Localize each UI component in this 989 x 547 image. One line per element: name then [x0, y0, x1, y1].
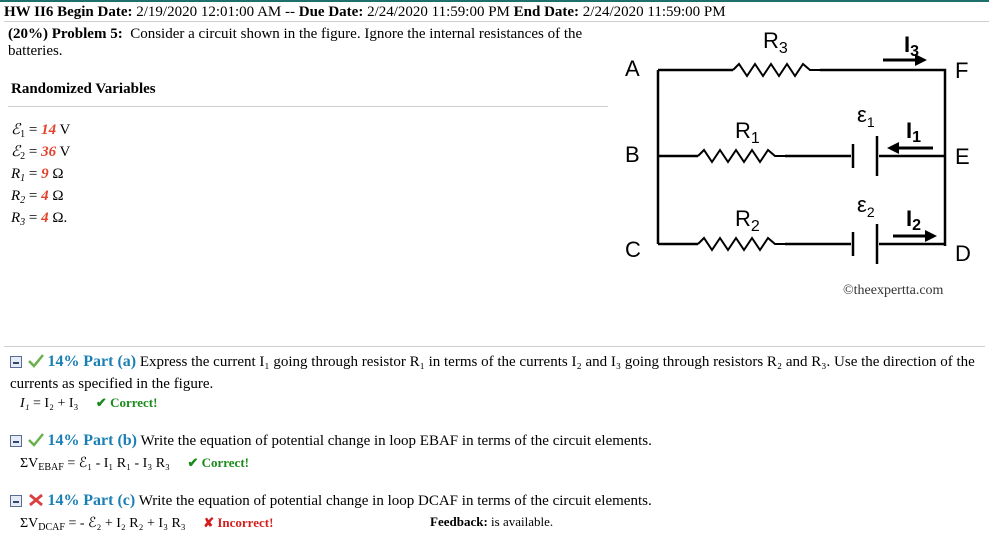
part-c-label[interactable]: Part (c) [83, 492, 136, 509]
variable-equals: = [25, 188, 42, 204]
problem-statement [8, 26, 608, 60]
variable-equals: = [25, 210, 42, 226]
variable-row [11, 119, 70, 141]
variable-value: 4 [41, 188, 49, 204]
part-b-answer [20, 455, 249, 472]
begin-date-value: 2/19/2020 12:01:00 AM [136, 4, 282, 20]
resistor-label-r3: $R_3$ [763, 28, 788, 57]
answer-lhs: ΣV [20, 516, 39, 531]
due-date-value: 2/24/2020 11:59:00 PM [367, 4, 510, 20]
correct-badge: ✔ Correct! [187, 455, 249, 470]
current-label-i3: I3 [904, 32, 920, 60]
resistor-label-r1: $R_1$ [735, 118, 760, 147]
part-b-icons [10, 433, 44, 453]
arrow-i1 [887, 142, 933, 154]
variable-row [11, 185, 70, 207]
variable-symbol: R [11, 166, 21, 182]
assignment-header [4, 2, 989, 22]
variable-equals: = [25, 122, 42, 138]
variable-unit: V [56, 122, 71, 138]
part-a-answer [20, 395, 157, 412]
current-label-i2: I2 [906, 206, 922, 234]
incorrect-badge: ✘ Incorrect! [203, 515, 274, 530]
resistor-r2 [698, 238, 785, 250]
cross-icon [28, 493, 44, 507]
variable-row [11, 163, 70, 185]
part-a-question: Express the current I₁ going through resistor R₁ in terms of the currents I₂ and I₃ going through resistors R₂ and R₃. Use the direction of the currents as specified in the figure. [10, 354, 975, 392]
variable-subscript: 2 [20, 195, 26, 206]
part-c-icons [10, 493, 44, 513]
part-b [10, 431, 985, 453]
part-c [10, 491, 985, 513]
variable-symbol: R [11, 210, 21, 226]
current-label-i1: I1 [906, 118, 922, 146]
header-separator: -- [285, 4, 295, 20]
answer-rhs: = I₂ + I₃ [33, 396, 79, 411]
variable-unit: Ω [48, 166, 64, 182]
part-c-percent: 14% [47, 492, 80, 509]
node-label-a: A [625, 56, 640, 81]
circuit-wires [658, 70, 945, 246]
emf-label-e1: $\varepsilon_1$ [857, 102, 875, 130]
variable-symbol: ℰ [11, 122, 21, 138]
variable-symbol: ℰ [11, 144, 21, 160]
end-date-value: 2/24/2020 11:59:00 PM [582, 4, 726, 20]
resistor-r3 [733, 64, 822, 76]
variable-unit: Ω. [48, 210, 68, 226]
due-date-label: Due Date: [298, 4, 364, 20]
resistor-label-r2: $R_2$ [735, 206, 760, 235]
node-label-e: E [955, 144, 970, 169]
divider [8, 106, 608, 107]
begin-date-label: Begin Date: [57, 4, 133, 20]
answer-lhs: ΣV [20, 456, 39, 471]
part-b-question: Write the equation of potential change in loop EBAF in terms of the circuit elements. [140, 433, 652, 449]
check-icon [28, 354, 44, 368]
variable-subscript: 1 [20, 173, 26, 184]
problem-weight: (20%) [8, 26, 48, 42]
variable-value: 36 [41, 144, 57, 160]
variable-unit: V [56, 144, 71, 160]
answer-lhs: I₁ [20, 396, 30, 411]
variable-equals: = [25, 144, 42, 160]
part-c-answer [20, 515, 273, 532]
variable-subscript: 2 [20, 151, 26, 162]
variable-row [11, 207, 70, 229]
feedback-notice[interactable] [430, 514, 553, 530]
problem-text: Consider a circuit shown in the figure. Ignore the internal resistances of the batteries. [8, 26, 583, 59]
part-a-percent: 14% [47, 353, 80, 370]
randomized-variables-title: Randomized Variables [11, 81, 156, 97]
divider [4, 346, 985, 347]
feedback-text: is available. [487, 514, 554, 529]
variable-value: 14 [41, 122, 57, 138]
problem-label: Problem 5: [51, 26, 123, 42]
collapse-icon[interactable] [10, 435, 22, 447]
copyright: ©theexpertta.com [843, 283, 944, 298]
check-icon [28, 433, 44, 447]
battery-e2 [853, 224, 877, 264]
node-label-f: F [955, 58, 969, 83]
emf-label-e2: $\varepsilon_2$ [857, 192, 875, 220]
hw-label: HW II6 [4, 4, 54, 20]
variable-subscript: 3 [20, 217, 26, 228]
variable-symbol: R [11, 188, 21, 204]
variable-equals: = [25, 166, 42, 182]
part-a [10, 352, 985, 394]
node-label-d: D [955, 241, 971, 266]
part-a-label[interactable]: Part (a) [83, 353, 137, 370]
part-b-percent: 14% [47, 432, 80, 449]
variable-value: 9 [41, 166, 49, 182]
collapse-icon[interactable] [10, 495, 22, 507]
answer-subscript: EBAF [38, 462, 64, 473]
node-label-b: B [625, 142, 640, 167]
part-a-icons [10, 354, 44, 374]
node-label-c: C [625, 237, 641, 262]
answer-rhs: = ℰ₁ - I₁ R₁ - I₃ R₃ [67, 456, 170, 471]
battery-e1 [853, 136, 877, 176]
variable-subscript: 1 [20, 129, 26, 140]
variable-row [11, 141, 70, 163]
circuit-figure [613, 26, 985, 276]
end-date-label: End Date: [513, 4, 580, 20]
part-c-question: Write the equation of potential change in loop DCAF in terms of the circuit elements. [138, 493, 652, 509]
feedback-label: Feedback: [430, 514, 488, 529]
part-b-label[interactable]: Part (b) [83, 432, 138, 449]
variable-value: 4 [41, 210, 49, 226]
variable-list [11, 119, 70, 229]
collapse-icon[interactable] [10, 356, 22, 368]
variable-unit: Ω [48, 188, 64, 204]
answer-subscript: DCAF [38, 522, 65, 533]
answer-rhs: = - ℰ₂ + I₂ R₂ + I₃ R₃ [68, 516, 186, 531]
resistor-r1 [698, 150, 785, 162]
correct-badge: ✔ Correct! [95, 395, 158, 410]
